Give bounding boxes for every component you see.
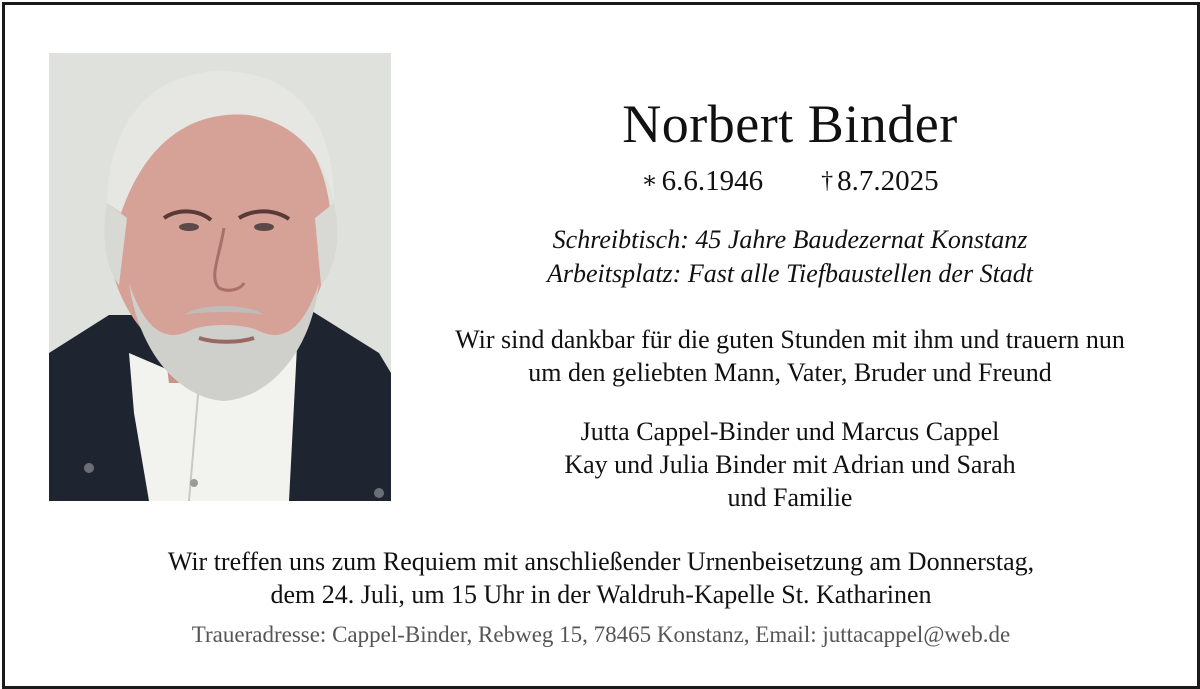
death-symbol: † xyxy=(821,168,834,194)
thanks-line: Wir sind dankbar für die guten Stunden mit ihm und trauern nun xyxy=(455,325,1125,354)
deceased-name: Norbert Binder xyxy=(622,94,958,154)
life-dates xyxy=(405,165,1175,198)
family-signatories xyxy=(405,415,1175,514)
motto-line: Schreibtisch: 45 Jahre Baudezernat Konstanz xyxy=(552,225,1028,254)
career-motto xyxy=(405,223,1175,291)
portrait-photo xyxy=(49,53,391,501)
death-date: 8.7.2025 xyxy=(837,165,939,197)
motto-line: Arbeitsplatz: Fast alle Tiefbaustellen der Stadt xyxy=(546,259,1034,288)
requiem-announcement xyxy=(5,545,1197,611)
requiem-line: Wir treffen uns zum Requiem mit anschließender Urnenbeisetzung am Donnerstag, xyxy=(167,547,1035,576)
gratitude-text xyxy=(405,323,1175,389)
requiem-line: dem 24. Juli, um 15 Uhr in der Waldruh-Kapelle St. Katharinen xyxy=(270,580,932,609)
birth-date: 6.6.1946 xyxy=(661,165,764,197)
thanks-line: um den geliebten Mann, Vater, Bruder und Freund xyxy=(528,358,1052,387)
mourning-address: Traueradresse: Cappel-Binder, Rebweg 15, 78465 Konstanz, Email: juttacappel@web.de xyxy=(191,622,1011,647)
family-line: Jutta Cappel-Binder und Marcus Cappel xyxy=(580,417,1000,446)
obituary-card xyxy=(2,2,1200,689)
family-line: Kay und Julia Binder mit Adrian und Sarah xyxy=(564,450,1016,479)
birth-symbol: ∗ xyxy=(641,168,658,194)
family-line: und Familie xyxy=(727,483,853,512)
